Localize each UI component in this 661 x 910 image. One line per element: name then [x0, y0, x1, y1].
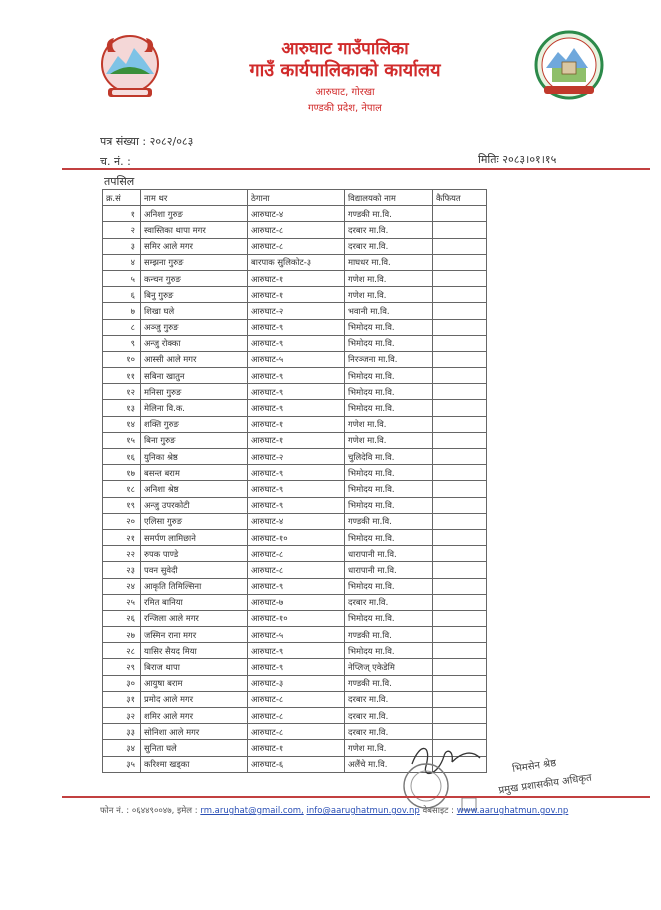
cell-school: निरञ्जना मा.वि.	[345, 351, 433, 367]
cell-school: भवानी मा.वि.	[345, 303, 433, 319]
cell-address: आरुघाट-५	[248, 351, 345, 367]
cell-school: भिमोदय मा.वि.	[345, 610, 433, 626]
footer-email-2[interactable]: info@aarughatmun.gov.np	[306, 806, 420, 816]
cell-name: शमिर आले मगर	[141, 708, 248, 724]
cell-name: एलिसा गुरुङ	[141, 513, 248, 529]
table-row	[103, 562, 487, 578]
cell-name: सुनिता घले	[141, 740, 248, 756]
cell-address: आरुघाट-९	[248, 319, 345, 335]
cell-school: भिमोदय मा.वि.	[345, 643, 433, 659]
dispatch-number: च. नं. :	[100, 155, 131, 168]
cell-address: आरुघाट-९	[248, 497, 345, 513]
col-header-school: विद्यालयको नाम	[345, 190, 433, 206]
table-row	[103, 481, 487, 497]
cell-school: धारापानी मा.वि.	[345, 562, 433, 578]
table-row	[103, 416, 487, 432]
cell-sn: ३१	[103, 691, 141, 707]
table-row	[103, 368, 487, 384]
cell-sn: ३५	[103, 756, 141, 772]
cell-remarks	[433, 659, 487, 675]
cell-school: नेप्लिज् एकेडेमि	[345, 659, 433, 675]
cell-address: आरुघाट-९	[248, 659, 345, 675]
cell-sn: २१	[103, 529, 141, 545]
footer-website[interactable]: www.aarughatmun.gov.np	[456, 806, 569, 816]
cell-sn: २४	[103, 578, 141, 594]
table-row	[103, 319, 487, 335]
table-row	[103, 270, 487, 286]
cell-school: भिमोदय मा.वि.	[345, 529, 433, 545]
cell-sn: २	[103, 222, 141, 238]
cell-name: बिनु गुरुङ	[141, 287, 248, 303]
cell-name: शिखा घले	[141, 303, 248, 319]
cell-address: आरुघाट-१	[248, 287, 345, 303]
cell-name: रमित बानिया	[141, 594, 248, 610]
cell-name: आयुषा बराम	[141, 675, 248, 691]
cell-sn: १	[103, 206, 141, 222]
municipality-name: आरुघाट गाउँपालिका	[281, 39, 409, 59]
office-name: गाउँ कार्यपालिकाको कार्यालय	[249, 60, 441, 81]
cell-remarks	[433, 270, 487, 286]
cell-name: आस्सी आले मगर	[141, 351, 248, 367]
cell-school: गणेश मा.वि.	[345, 740, 433, 756]
cell-name: अञ्जु गुरुङ	[141, 319, 248, 335]
cell-name: अन्जु उपरकोटी	[141, 497, 248, 513]
header-rule	[62, 168, 650, 170]
cell-address: आरुघाट-१०	[248, 610, 345, 626]
col-header-sn: क्र.सं	[103, 190, 141, 206]
cell-name: पवन सुवेदी	[141, 562, 248, 578]
cell-school: दरबार मा.वि.	[345, 222, 433, 238]
province-name: गण्डकी प्रदेश, नेपाल	[308, 103, 382, 114]
cell-name: सम्झना गुरुङ	[141, 254, 248, 270]
cell-sn: ६	[103, 287, 141, 303]
cell-sn: ११	[103, 368, 141, 384]
cell-sn: ३४	[103, 740, 141, 756]
table-header-row	[103, 190, 487, 206]
footer-rule	[62, 796, 650, 798]
cell-school: दरबार मा.वि.	[345, 238, 433, 254]
cell-address: आरुघाट-६	[248, 756, 345, 772]
table-row	[103, 610, 487, 626]
cell-school: भिमोदय मा.वि.	[345, 465, 433, 481]
cell-remarks	[433, 303, 487, 319]
cell-sn: २२	[103, 546, 141, 562]
cell-address: आरुघाट-८	[248, 222, 345, 238]
cell-school: भिमोदय मा.वि.	[345, 335, 433, 351]
cell-address: आरुघाट-८	[248, 708, 345, 724]
signatory-name: भिमसेन श्रेष्ठ	[511, 757, 557, 775]
cell-remarks	[433, 627, 487, 643]
cell-school: चुलिदेवि मा.वि.	[345, 449, 433, 465]
cell-remarks	[433, 238, 487, 254]
cell-address: आरुघाट-८	[248, 691, 345, 707]
cell-school: गणेश मा.वि.	[345, 270, 433, 286]
table-row	[103, 351, 487, 367]
table-row	[103, 578, 487, 594]
cell-remarks	[433, 481, 487, 497]
table-body	[103, 206, 487, 773]
table-row	[103, 659, 487, 675]
cell-remarks	[433, 254, 487, 270]
table-row	[103, 627, 487, 643]
cell-remarks	[433, 578, 487, 594]
table-row	[103, 222, 487, 238]
table-row	[103, 546, 487, 562]
table-row	[103, 335, 487, 351]
cell-address: आरुघाट-८	[248, 546, 345, 562]
cell-sn: २३	[103, 562, 141, 578]
cell-sn: ४	[103, 254, 141, 270]
cell-school: दरबार मा.वि.	[345, 724, 433, 740]
table-row	[103, 675, 487, 691]
table-row	[103, 432, 487, 448]
cell-sn: २६	[103, 610, 141, 626]
cell-school: भिमोदय मा.वि.	[345, 319, 433, 335]
cell-remarks	[433, 206, 487, 222]
cell-sn: २९	[103, 659, 141, 675]
cell-sn: २७	[103, 627, 141, 643]
student-list-table	[102, 189, 487, 773]
letter-number: पत्र संख्या : २०८२/०८३	[100, 135, 194, 148]
cell-address: आरुघाट-७	[248, 594, 345, 610]
cell-address: आरुघाट-९	[248, 481, 345, 497]
cell-school: भिमोदय मा.वि.	[345, 400, 433, 416]
cell-name: अनिशा श्रेष्ठ	[141, 481, 248, 497]
cell-address: आरुघाट-२	[248, 449, 345, 465]
table-title: तपसिल	[104, 175, 135, 188]
signatory-designation: प्रमुख प्रशासकीय अधिकृत	[497, 772, 593, 797]
col-header-name: नाम थर	[141, 190, 248, 206]
cell-address: आरुघाट-१	[248, 416, 345, 432]
cell-school: भिमोदय मा.वि.	[345, 384, 433, 400]
cell-sn: १९	[103, 497, 141, 513]
cell-address: आरुघाट-१०	[248, 529, 345, 545]
table-row	[103, 254, 487, 270]
cell-address: आरुघाट-९	[248, 368, 345, 384]
cell-address: आरुघाट-८	[248, 238, 345, 254]
footer-website-label: वेबसाइट :	[422, 806, 455, 816]
table-row	[103, 303, 487, 319]
cell-school: गणेश मा.वि.	[345, 416, 433, 432]
cell-name: सबिना खातुन	[141, 368, 248, 384]
cell-sn: ३२	[103, 708, 141, 724]
cell-remarks	[433, 513, 487, 529]
cell-school: गणेश मा.वि.	[345, 432, 433, 448]
cell-school: गण्डकी मा.वि.	[345, 675, 433, 691]
cell-address: आरुघाट-९	[248, 578, 345, 594]
cell-address: आरुघाट-४	[248, 513, 345, 529]
cell-remarks	[433, 368, 487, 384]
cell-name: यासिर सैयद मिया	[141, 643, 248, 659]
cell-name: शक्ति गुरुङ	[141, 416, 248, 432]
table-row	[103, 708, 487, 724]
cell-sn: २८	[103, 643, 141, 659]
cell-sn: १८	[103, 481, 141, 497]
cell-name: जस्मिन राना मगर	[141, 627, 248, 643]
table-row	[103, 238, 487, 254]
cell-sn: ७	[103, 303, 141, 319]
cell-sn: ९	[103, 335, 141, 351]
footer-email-1[interactable]: rm.arughat@gmail.com,	[200, 806, 304, 816]
cell-sn: ३०	[103, 675, 141, 691]
cell-name: रुपक पाण्डे	[141, 546, 248, 562]
cell-sn: ३	[103, 238, 141, 254]
cell-remarks	[433, 708, 487, 724]
cell-sn: १२	[103, 384, 141, 400]
cell-remarks	[433, 432, 487, 448]
cell-address: आरुघाट-१	[248, 740, 345, 756]
col-header-remarks: कैफियत	[433, 190, 487, 206]
cell-remarks	[433, 562, 487, 578]
cell-address: आरुघाट-९	[248, 643, 345, 659]
cell-school: गण्डकी मा.वि.	[345, 627, 433, 643]
cell-school: अलैंचे मा.वि.	[345, 756, 433, 772]
cell-remarks	[433, 675, 487, 691]
cell-school: भिमोदय मा.वि.	[345, 368, 433, 384]
cell-sn: १७	[103, 465, 141, 481]
cell-sn: १५	[103, 432, 141, 448]
cell-address: आरुघाट-९	[248, 400, 345, 416]
cell-name: युनिका श्रेष्ठ	[141, 449, 248, 465]
cell-remarks	[433, 497, 487, 513]
footer-contact	[100, 805, 568, 816]
table-row	[103, 287, 487, 303]
cell-remarks	[433, 546, 487, 562]
col-header-address: ठेगाना	[248, 190, 345, 206]
cell-sn: ५	[103, 270, 141, 286]
cell-remarks	[433, 691, 487, 707]
cell-remarks	[433, 449, 487, 465]
cell-school: धारापानी मा.वि.	[345, 546, 433, 562]
cell-school: भिमोदय मा.वि.	[345, 481, 433, 497]
cell-address: बारपाक सुलिकोट-३	[248, 254, 345, 270]
cell-name: मेलिना वि.क.	[141, 400, 248, 416]
cell-sn: २०	[103, 513, 141, 529]
cell-address: आरुघाट-५	[248, 627, 345, 643]
cell-remarks	[433, 594, 487, 610]
table-row	[103, 206, 487, 222]
cell-sn: १३	[103, 400, 141, 416]
cell-remarks	[433, 319, 487, 335]
cell-remarks	[433, 335, 487, 351]
cell-school: दरबार मा.वि.	[345, 691, 433, 707]
table-row	[103, 643, 487, 659]
table-row	[103, 465, 487, 481]
table-row	[103, 513, 487, 529]
cell-sn: १४	[103, 416, 141, 432]
cell-sn: २५	[103, 594, 141, 610]
cell-sn: ८	[103, 319, 141, 335]
cell-sn: ३३	[103, 724, 141, 740]
cell-school: गणेश मा.वि.	[345, 287, 433, 303]
cell-remarks	[433, 529, 487, 545]
cell-address: आरुघाट-९	[248, 465, 345, 481]
cell-name: सोनिशा आले मगर	[141, 724, 248, 740]
cell-address: आरुघाट-९	[248, 384, 345, 400]
cell-remarks	[433, 384, 487, 400]
office-address: आरुघाट, गोरखा	[315, 87, 375, 98]
cell-remarks	[433, 222, 487, 238]
cell-name: रन्जिला आले मगर	[141, 610, 248, 626]
cell-school: गण्डकी मा.वि.	[345, 513, 433, 529]
cell-school: भिमोदय मा.वि.	[345, 578, 433, 594]
cell-name: करिश्मा खड्का	[141, 756, 248, 772]
cell-remarks	[433, 416, 487, 432]
municipality-logo	[530, 30, 608, 104]
cell-remarks	[433, 287, 487, 303]
cell-address: आरुघाट-४	[248, 206, 345, 222]
cell-name: बिराज थापा	[141, 659, 248, 675]
cell-sn: १०	[103, 351, 141, 367]
table-row	[103, 400, 487, 416]
table-row	[103, 691, 487, 707]
cell-remarks	[433, 610, 487, 626]
cell-name: स्वास्तिका थापा मगर	[141, 222, 248, 238]
footer-phone: फोन नं. : ०६४४९००४७, इमेल :	[100, 806, 198, 816]
cell-address: आरुघाट-८	[248, 562, 345, 578]
cell-name: बिना गुरुङ	[141, 432, 248, 448]
cell-school: गण्डकी मा.वि.	[345, 206, 433, 222]
cell-name: अन्जु रोक्का	[141, 335, 248, 351]
cell-school: भिमोदय मा.वि.	[345, 497, 433, 513]
cell-name: अनिशा गुरुङ	[141, 206, 248, 222]
table-row	[103, 529, 487, 545]
cell-address: आरुघाट-२	[248, 303, 345, 319]
table-row	[103, 594, 487, 610]
cell-address: आरुघाट-१	[248, 432, 345, 448]
cell-remarks	[433, 351, 487, 367]
cell-name: बसन्त बराम	[141, 465, 248, 481]
cell-remarks	[433, 465, 487, 481]
cell-address: आरुघाट-१	[248, 270, 345, 286]
nepal-emblem-logo	[98, 30, 162, 108]
date: मितिः २०८३।०१।१५	[478, 153, 557, 166]
cell-name: कन्चन गुरुङ	[141, 270, 248, 286]
cell-name: मनिसा गुरुङ	[141, 384, 248, 400]
cell-school: माघधर मा.वि.	[345, 254, 433, 270]
table-row	[103, 497, 487, 513]
cell-address: आरुघाट-८	[248, 724, 345, 740]
cell-remarks	[433, 400, 487, 416]
table-row	[103, 449, 487, 465]
cell-sn: १६	[103, 449, 141, 465]
cell-address: आरुघाट-३	[248, 675, 345, 691]
cell-name: आकृति तिमिल्सिना	[141, 578, 248, 594]
cell-school: दरबार मा.वि.	[345, 708, 433, 724]
cell-school: दरबार मा.वि.	[345, 594, 433, 610]
cell-name: समर्पण लामिछाने	[141, 529, 248, 545]
cell-remarks	[433, 643, 487, 659]
cell-address: आरुघाट-९	[248, 335, 345, 351]
cell-name: समिर आले मगर	[141, 238, 248, 254]
table-row	[103, 384, 487, 400]
cell-name: प्रमोद आले मगर	[141, 691, 248, 707]
